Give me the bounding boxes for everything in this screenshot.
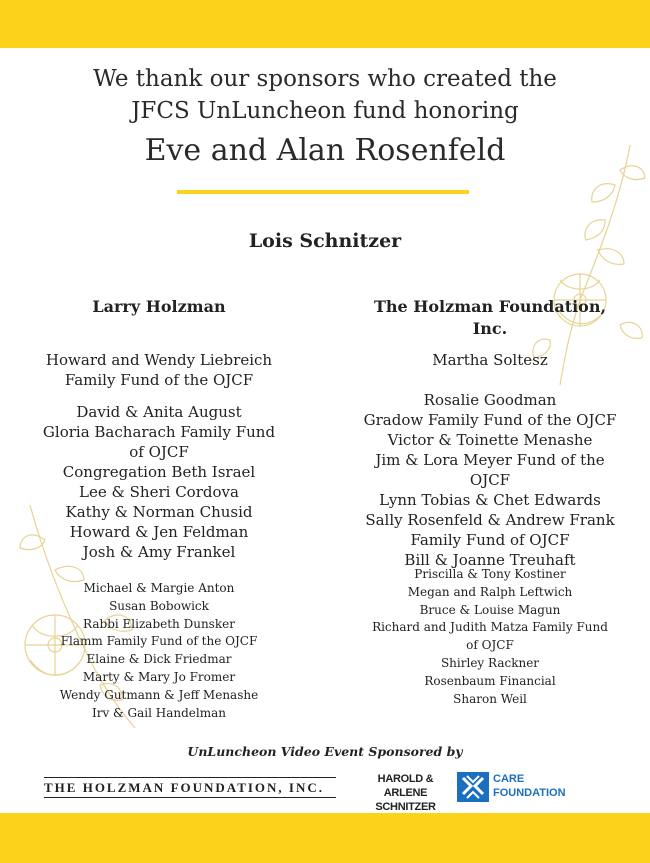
schnitzer-care-foundation-logo xyxy=(357,772,566,813)
care-logo-line-2: FOUNDATION xyxy=(493,787,566,799)
thanks-line-2: JFCS UnLuncheon fund honoring xyxy=(131,98,519,124)
yellow-divider xyxy=(177,190,469,194)
sponsor-name: of OJCF xyxy=(129,443,189,461)
sponsor-name: Lee & Sheri Cordova xyxy=(79,483,239,501)
holzman-foundation-logo-text: THE HOLZMAN FOUNDATION, INC. xyxy=(44,780,325,795)
logo-rule-top xyxy=(44,777,336,778)
sponsor-name: Michael & Margie Anton xyxy=(83,581,235,595)
thanks-line-1: We thank our sponsors who created the xyxy=(93,66,557,92)
right-group-1 xyxy=(355,350,625,370)
sponsor-name: Bruce & Louise Magun xyxy=(419,602,561,617)
right-group-2 xyxy=(355,390,625,570)
sponsor-name: Rosenbaum Financial xyxy=(424,673,556,688)
sponsor-name: Susan Bobowick xyxy=(109,598,209,613)
care-foundation-logo-text xyxy=(493,772,566,800)
holzman-foundation-logo xyxy=(44,780,336,796)
schnitzer-logo-line-1: HAROLD & ARLENE xyxy=(377,773,434,799)
sponsor-name: Congregation Beth Israel xyxy=(62,463,256,481)
sponsor-name: Gloria Bacharach Family Fund xyxy=(42,423,276,441)
left-group-3 xyxy=(20,580,298,722)
sponsor-name: Martha Soltesz xyxy=(432,351,548,369)
sponsor-name: Shirley Rackner xyxy=(440,655,540,670)
sponsor-name: Irv & Gail Handelman xyxy=(91,705,227,720)
care-foundation-mark-icon xyxy=(457,772,489,802)
logo-rule-bottom xyxy=(44,797,336,798)
left-group-1 xyxy=(20,350,298,390)
sponsor-name: Howard and Wendy Liebreich xyxy=(45,351,273,369)
sponsor-name: Victor & Toinette Menashe xyxy=(387,431,593,449)
sponsor-name: Priscilla & Tony Kostiner xyxy=(414,567,566,581)
sponsor-name: Rosalie Goodman xyxy=(423,391,557,409)
sponsor-name: Richard and Judith Matza Family Fund xyxy=(372,620,608,635)
sponsor-name: Megan and Ralph Leftwich xyxy=(407,584,573,599)
right-group-3 xyxy=(355,566,625,708)
sponsor-name: Family Fund of OJCF xyxy=(410,531,570,549)
left-heading-text: Larry Holzman xyxy=(92,297,226,316)
sponsor-name: Flamm Family Fund of the OJCF xyxy=(60,634,258,649)
sponsor-name: Gradow Family Fund of the OJCF xyxy=(363,411,617,429)
sponsor-name: Wendy Gutmann & Jeff Menashe xyxy=(59,687,259,702)
top-yellow-band xyxy=(0,0,650,48)
care-logo-line-1: CARE xyxy=(493,773,525,785)
sponsor-name: of OJCF xyxy=(466,638,514,653)
right-heading-text: The Holzman Foundation, Inc. xyxy=(373,297,607,338)
sponsor-name: Bill & Joanne Treuhaft xyxy=(404,551,576,569)
schnitzer-logo-text xyxy=(357,772,454,814)
sponsor-name: Howard & Jen Feldman xyxy=(69,523,249,541)
sponsor-name: Jim & Lora Meyer Fund of the OJCF xyxy=(375,451,605,489)
left-group-2 xyxy=(20,402,298,562)
sponsor-name: Marty & Mary Jo Fromer xyxy=(82,669,236,684)
video-event-sponsored-by: UnLuncheon Video Event Sponsored by xyxy=(187,744,463,759)
lead-sponsor: Lois Schnitzer xyxy=(248,230,402,252)
sponsor-name: Lynn Tobias & Chet Edwards xyxy=(379,491,601,509)
honorees-name: Eve and Alan Rosenfeld xyxy=(144,133,506,168)
sponsor-name: Sharon Weil xyxy=(453,691,527,706)
sponsor-name: Family Fund of the OJCF xyxy=(64,371,254,389)
sponsor-name: David & Anita August xyxy=(76,403,242,421)
left-column-heading xyxy=(20,296,298,318)
sponsor-name: Elaine & Dick Friedmar xyxy=(86,652,232,667)
right-column-heading xyxy=(355,296,625,340)
sponsor-name: Sally Rosenfeld & Andrew Frank xyxy=(365,511,615,529)
schnitzer-logo-line-2: SCHNITZER xyxy=(375,801,436,813)
sponsor-name: Kathy & Norman Chusid xyxy=(65,503,253,521)
bottom-yellow-band xyxy=(0,813,650,863)
sponsor-name: Rabbi Elizabeth Dunsker xyxy=(83,616,235,631)
sponsor-name: Josh & Amy Frankel xyxy=(82,543,236,561)
